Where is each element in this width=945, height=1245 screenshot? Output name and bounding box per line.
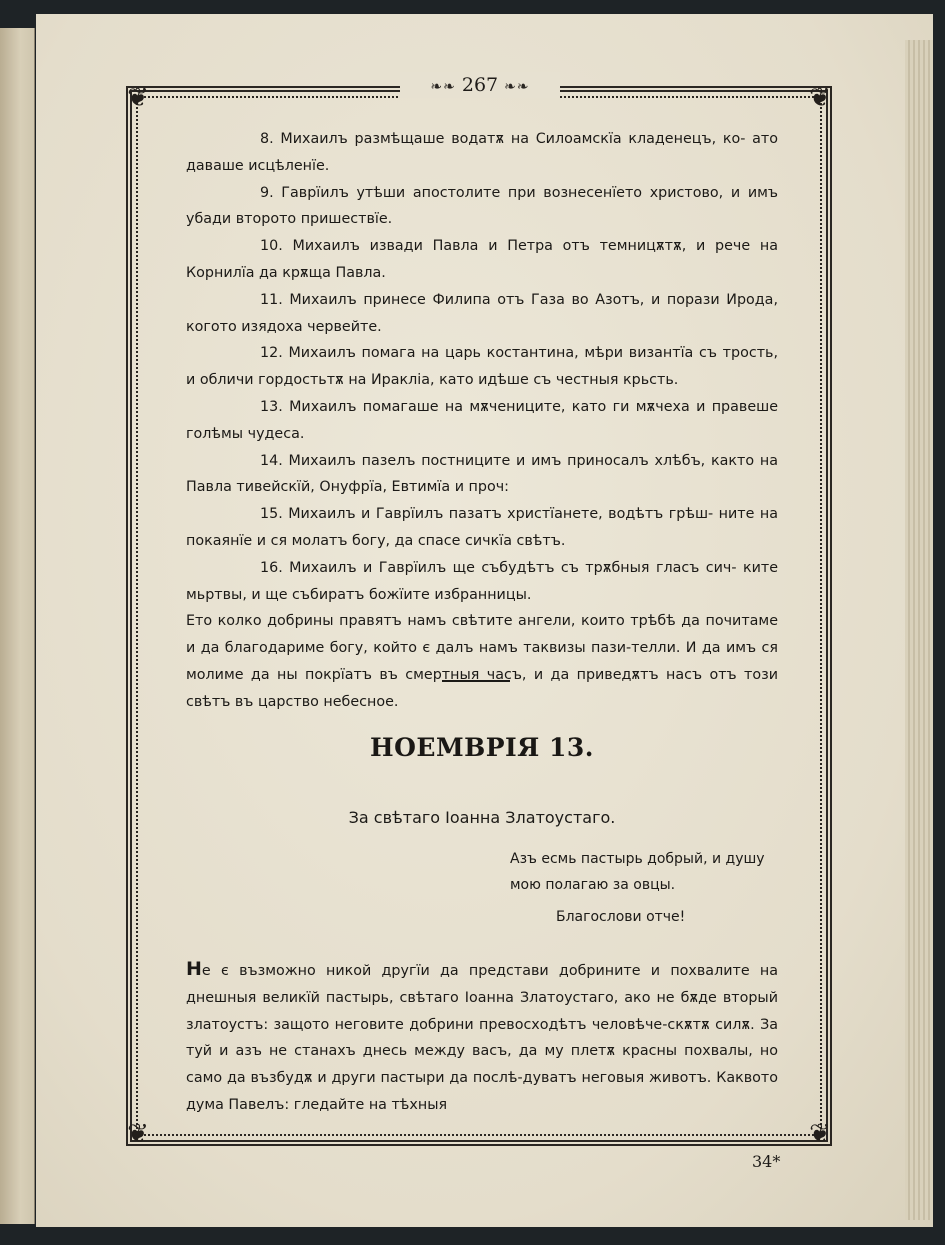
list-item: 15. Михаилъ и Гаврїилъ пазатъ христїанете, водѣтъ грѣш- ните на покаянїе и ся молатъ богу, да спасе сичкїа свѣтъ. [186,506,778,549]
list-item: 16. Михаилъ и Гаврїилъ ще събудѣтъ съ трѫбныя гласъ сич- ките мьртвы, и ще събиратъ божїите избранницы. [186,559,778,603]
corner-ornament-icon: ❦ [809,1119,831,1149]
list-item: 10. Михаилъ извади Павла и Петра отъ темницѫтѫ, и рече на Корнилїа да крѫща Павла. [186,238,778,281]
header-ornament-right-icon: ❧❧ [504,79,530,95]
list-item: 8. Михаилъ размѣщаше водатѫ на Силоамскїа кладенецъ, ко- ато даваше исцѣленїе. [186,131,778,174]
list-item: 9. Гаврїилъ утѣши апостолите при вознесенїето христово, и имъ убади второто пришествїе. [186,184,778,228]
closing-paragraph: Ето колко добрины правятъ намъ свѣтите ангели, които трѣбѣ да почитаме и да благодариме богу, който є далъ намъ таквизы пази-телли. И да имъ ся молиме да ны покрїатъ въ смертныя часъ, и да приведѫтъ насъ отъ този свѣтъ въ царство небесное. [186,613,778,710]
page-stack-edge [905,40,933,1220]
list-item: 13. Михаилъ помагаше на мѫчениците, като ги мѫчеха и правеше голѣмы чудеса. [186,398,778,442]
left-page-edge [0,28,35,1224]
section-subheading: За свѣтаго Іоанна Златоустаго. [348,808,616,827]
epigraph: Азъ есмь пастырь добрый, и душу мою полагаю за овцы. [510,851,765,893]
page-header [400,72,560,98]
list-item: 12. Михаилъ помага на царь костантина, мѣри византїа съ трость, и обличи гордостьтѫ на Иракліа, като идѣше съ честныя крьсть. [186,345,778,389]
blessing-line: Благослови отче! [556,909,686,925]
corner-ornament-icon: ❦ [127,1119,149,1149]
signature-mark: 34* [752,1152,781,1171]
sermon-body [186,956,778,1119]
corner-ornament-icon: ❦ [809,83,831,113]
list-item: 14. Михаилъ пазелъ постниците и имъ приносалъ хлѣбъ, както на Павла тивейскїй, Онуфрїа, Евтимїа и проч: [186,452,778,496]
corner-ornament-icon: ❦ [127,83,149,113]
drop-initial: Н [186,958,202,980]
list-item: 11. Михаилъ принесе Филипа отъ Газа во Азотъ, и порази Ирода, когото изядоха червейте. [186,291,778,335]
angel-deeds-list [186,126,778,716]
header-ornament-left-icon: ❧❧ [430,79,456,95]
page-number: 267 [461,74,499,96]
section-heading: НОЕМВРІЯ 13. [370,733,594,762]
section-divider [442,680,510,682]
sermon-text: е є възможно никой другїи да представи добрините и похвалите на днешныя великїй пастырь, свѣтаго Іоанна Златоустаго, ако не бѫде вторый златоустъ: защото неговите добрини превосходѣтъ человѣче-скѫтѫ силѫ. За туй и азъ не станахъ днесь между васъ, да му плетѫ красны похвалы, но само да възбудѫ и други пастыри да послѣ-дуватъ неговыя животъ. Каквото дума Павелъ: гледайте на тѣхныя [186,963,778,1113]
